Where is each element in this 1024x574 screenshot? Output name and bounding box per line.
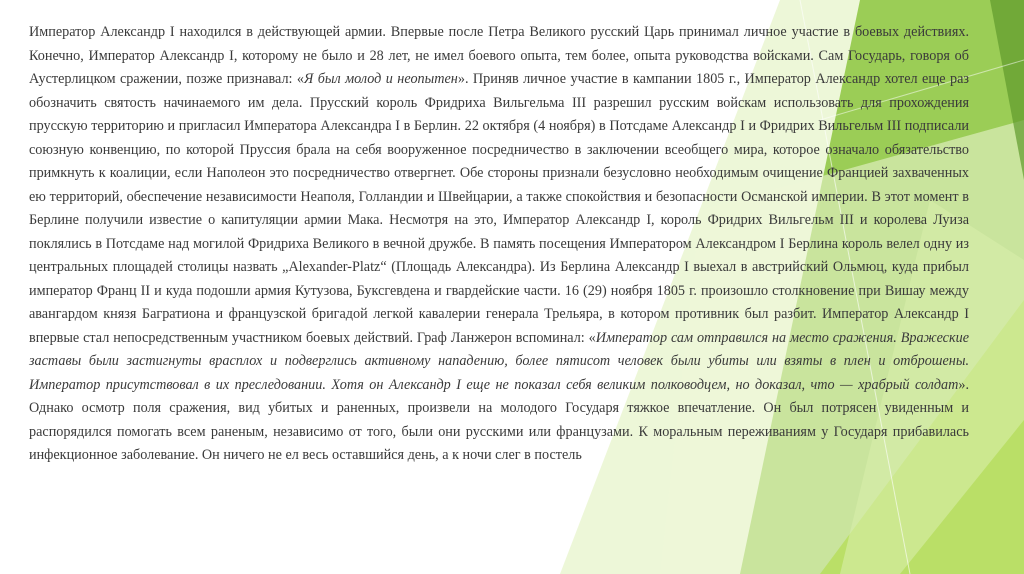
- body-text-segment: Император Александр I находился в действующей армии. Впервые после Петра Великого русский Царь принимал личное участие в боевых действиях. Конечно, Император Александр I, которому не было и 28 лет, не имел боевого опыта, тем более, опыта руководства войсками. Сам Государь, говоря об Аустерлицком сражении, позже признавал: «: [29, 24, 969, 87]
- body-text-segment: ». Приняв личное участие в кампании 1805 г., Император Александр хотел еще раз обозначить святость начинаемого им дела. Прусский король Фридриха Вильгельма III разрешил русским войскам использовать для прохождения прусскую территорию и пригласил Императора Александра I в Берлин. 22 октября (4 ноября) в Потсдаме Александр I и Фридрих Вильгельм III подписали союзную конвенцию, по которой Пруссия брала на себя вооруженное посредничество в заключении всеобщего мира, которое означало обязательство примкнуть к коалиции, если Наполеон это посредничество отвергнет. Обе стороны признали безусловно необходимым очищение Францией захваченных ею территорий, обеспечение независимости Неаполя, Голландии и Швейцарии, а также спокойствия и безопасности Османской империи. В этот момент в Берлине получили известие о капитуляции армии Мака. Несмотря на это, Император Александр I, король Фридрих Вильгельм III и королева Луиза поклялись в Потсдаме над могилой Фридриха Великого в вечной дружбе. В память посещения Императором Александром I Берлина король велел одну из центральных площадей столицы назвать „Alexander-Platz“ (Площадь Александра). Из Берлина Александр I выехал в австрийский Ольмюц, куда прибыл император Франц II и куда подошли армия Кутузова, Буксгевдена и гвардейские части. 16 (29) ноября 1805 г. произошло столкновение при Вишау между авангардом князя Багратиона и французской бригадой легкой кавалерии генерала Трельяра, в котором противник был разбит. Император Александр I впервые стал непосредственным участником боевых действий. Граф Ланжерон вспоминал: «: [29, 71, 970, 346]
- body-paragraph: [29, 21, 969, 468]
- quote-young-inexperienced: Я был молод и неопытен: [304, 71, 458, 87]
- quote-langeron: Император сам отправился на место сражения. Вражеские заставы были застигнуты врасплох и подверглись активному нападению, более пятисот человек были убиты или взяты в плен и отброшены. Император присутствовал в их преследовании. Хотя он Александр I еще не показал себя великим полководцем, но доказал, что — храбрый солдат: [29, 329, 969, 393]
- body-text: [29, 21, 969, 468]
- body-text-segment: ». Однако осмотр поля сражения, вид убитых и раненных, произвели на молодого Государя тяжкое впечатление. Он был потрясен увиденным и распорядился помогать всем раненым, независимо от того, были они русскими или французами. К моральным переживаниям у Государя прибавилась инфекционное заболевание. Он ничего не ел весь оставшийся день, а к ночи слег в постель: [29, 376, 969, 463]
